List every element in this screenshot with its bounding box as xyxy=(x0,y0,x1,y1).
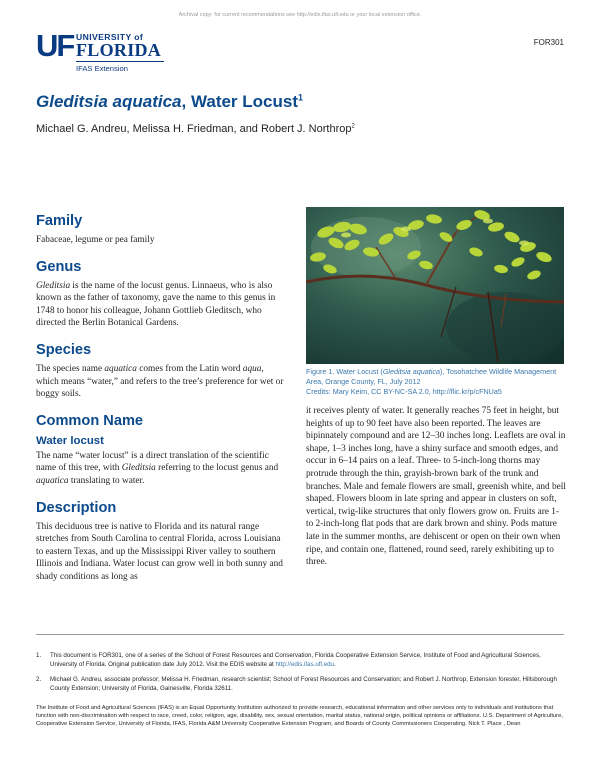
caption-credits: Credits: Mary Keim, CC BY-NC-SA 2.0, http://flic.kr/p/cFNUa5 xyxy=(306,387,502,396)
footnote-divider xyxy=(36,634,564,635)
description-section xyxy=(36,500,286,584)
author-names: Michael G. Andreu, Melissa H. Friedman, and Robert J. Northrop xyxy=(36,123,352,135)
water-locust-photo xyxy=(306,207,564,364)
species-text xyxy=(36,363,286,401)
family-text: Fabaceae, legume or pea family xyxy=(36,235,155,245)
title-common: , Water Locust xyxy=(181,92,298,111)
footnote-2-text: Michael G. Andreu, associate professor; Melissa H. Friedman, research scientist; School of Forest Resources and Conservation; and Robert J. Northrop, Extension forester, Hillsborough County Extension; University of Florida, Gainesville, Florida 32611. xyxy=(50,676,557,692)
footnote-2-number: 2. xyxy=(36,676,42,683)
common-name-text xyxy=(36,450,286,488)
species-term-aquatica: aquatica xyxy=(104,363,137,374)
logo-uf: UF xyxy=(36,28,74,63)
footnote-1-body: This document is FOR301, one of a series of the School of Forest Resources and Conservation, Florida Cooperative Extension Service, Institute of Food and Agricultural Sciences, University of Florida. Original publication date July 2012. Visit the EDIS website at xyxy=(50,652,541,668)
photo-illustration xyxy=(306,207,564,364)
genus-heading: Genus xyxy=(36,258,82,275)
description-heading: Description xyxy=(36,499,117,516)
caption-latin: Gleditsia aquatica xyxy=(382,367,440,376)
common-text-3: translating to water. xyxy=(68,475,145,486)
figure-caption xyxy=(306,367,564,397)
species-text-3: , which means “water,” and refers to the tree’s preference for wet or boggy soils. xyxy=(36,363,284,400)
author-line xyxy=(36,123,355,135)
genus-term: Gleditsia xyxy=(36,280,71,291)
document-id: FOR301 xyxy=(533,38,564,47)
common-term-gleditsia: Gleditsia xyxy=(121,463,156,474)
genus-section xyxy=(36,259,286,330)
footnote-1-end: . xyxy=(333,661,336,668)
footnote-2 xyxy=(36,675,564,693)
logo-university: UNIVERSITY of xyxy=(76,32,144,42)
genus-body: is the name of the locust genus. Linnaeus, who is also known as the father of taxonomy, gave the name to this genus in 1748 to honor his colleague, Johann Gottlieb Gleditsch, who directed the Berlin Botanical Gardens. xyxy=(36,280,276,329)
title-latin: Gleditsia aquatica xyxy=(36,92,182,111)
species-term-aqua: aqua xyxy=(242,363,262,374)
logo-divider xyxy=(76,61,164,62)
species-text-2: comes from the Latin word xyxy=(136,363,243,374)
edis-link[interactable]: http://edis.ifas.ufl.edu xyxy=(275,661,334,668)
common-name-section xyxy=(36,413,286,488)
footnote-1 xyxy=(36,651,564,669)
title-footnote-ref: 1 xyxy=(298,92,304,103)
uf-ifas-logo xyxy=(36,30,166,80)
common-name-heading: Common Name xyxy=(36,412,144,429)
common-text-1: The name “water locust” is a direct translation of the scientific name of this tree, with xyxy=(36,450,269,474)
common-name-subheading: Water locust xyxy=(36,434,104,447)
left-column xyxy=(36,213,286,596)
page-title xyxy=(36,92,303,112)
caption-text-2: ), Tosohatchee Wildlife Management Area, Orange County, FL, July 2012 xyxy=(306,367,557,386)
ifas-equal-opportunity-notice: The Institute of Food and Agricultural Sciences (IFAS) is an Equal Opportunity Institution authorized to provide research, educational information and other services only to individuals and institutions that function with non-discrimination with respect to race, creed, color, religion, age, disability, sex, sexual orientation, marital status, national origin, political opinions or affiliations. U.S. Department of Agriculture, Cooperative Extension Service, University of Florida, IFAS, Florida A&M University Cooperative Extension Program, and Boards of County Commissioners Cooperating. Nick T. Place , Dean xyxy=(36,705,563,728)
footnote-1-text xyxy=(50,651,564,669)
caption-text-1: Figure 1. Water Locust ( xyxy=(306,367,383,376)
description-text-col1: This deciduous tree is native to Florida and its natural range stretches from South Carolina to central Florida, across Louisiana to eastern Texas, and up the Mississippi River valley to southern Illinois and Indiana. Water locust can grow well in both sunny and shady conditions as long as xyxy=(36,521,283,582)
species-text-1: The species name xyxy=(36,363,105,374)
footnote-1-number: 1. xyxy=(36,652,42,659)
common-text-2: referring to the locust genus and xyxy=(155,463,279,474)
family-heading: Family xyxy=(36,213,83,229)
logo-florida: FLORIDA xyxy=(76,40,162,60)
logo-ifas-extension: IFAS Extension xyxy=(76,64,128,73)
genus-text xyxy=(36,280,286,330)
archival-notice: Archival copy: for current recommendations see http://edis.ifas.ufl.edu or your local extension office. xyxy=(178,12,422,18)
species-heading: Species xyxy=(36,341,92,358)
family-section xyxy=(36,213,286,247)
description-text-col2: it receives plenty of water. It generally reaches 75 feet in height, but heights of up to 90 feet have also been reported. The leaves are bipinnately compound and are 12–30 inches long. Leaflets are oval in shape, 1–3 inches long, have a shiny surface and smooth edges, and occur in 6–14 pairs on a leaf. Three- to 5-inch-long thorns may protrude through the thin, grayish-brown bark of the trunk and branches. Male and female flowers are small, greenish white, and bell shaped. Flowers bloom in late spring and appear in clusters on soft, vertical, twig-like structures that only flowers grow on. Fruits are 1- to 2-inch-long flat pods that are dark brown and shiny. Pods mature late in the summer months, are dehiscent or open on their own when ripe, and contain one, flattened, round seed, rarely exhibiting up to three. xyxy=(306,406,566,568)
common-term-aquatica: aquatica xyxy=(36,475,69,486)
right-column xyxy=(306,405,566,569)
author-footnote-ref: 2 xyxy=(351,123,355,130)
species-section xyxy=(36,342,286,401)
